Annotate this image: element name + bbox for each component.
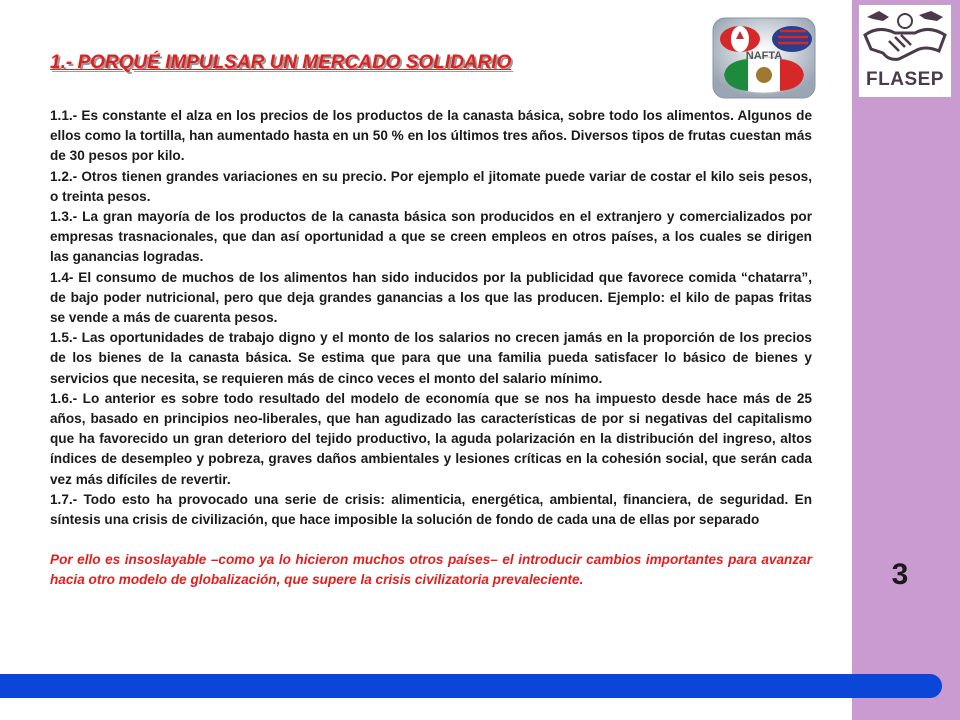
paragraph-1-7: 1.7.- Todo esto ha provocado una serie de crisis: alimenticia, energética, ambiental, financiera, de seguridad. En síntesis una crisis de civilización, que hace imposible la solución de fondo de cada una de ellas por separado xyxy=(50,491,812,528)
logo-text: FLASEP xyxy=(866,69,944,90)
page-title: 1.- PORQUÉ IMPULSAR UN MERCADO SOLIDARIO xyxy=(50,52,512,73)
paragraph-1-3: 1.3.- La gran mayoría de los productos de la canasta básica son producidos en el extranjero y comercializados por empresas trasnacionales, que dan así oportunidad a que se creen empleos en otros países, a los cuales se dirigen las ganancias logradas. xyxy=(50,209,812,265)
paragraph-1-4: 1.4- El consumo de muchos de los alimentos han sido inducidos por la publicidad que favorece comida “chatarra”, de bajo poder nutricional, pero que deja grandes ganancias a los que las producen. Ejemplo: el kilo de papas fritas se vende a más de cuarenta pesos. xyxy=(50,269,812,326)
nafta-label: NAFTA xyxy=(745,50,783,62)
page-number: 3 xyxy=(891,558,909,591)
nafta-flags-icon xyxy=(712,17,816,99)
handshake-icon xyxy=(859,7,951,69)
paragraph-1-1: 1.1.- Es constante el alza en los precios de los productos de la canasta básica, sobre todo los alimentos. Algunos de ellos como la tortilla, han aumentado hasta en un 50 % en los últimos tres años. Diversos tipos de frutas cuestan más de 30 pesos por kilo. xyxy=(50,108,812,164)
paragraph-1-5: 1.5.- Las oportunidades de trabajo digno y el monto de los salarios no crecen jamás en la proporción de los precios de los bienes de la canasta básica. Se estima que para que una familia pueda satisfacer lo básico de bienes y servicios que necesita, se requieren más de cinco veces el monto del salario mínimo. xyxy=(50,330,812,386)
flasep-logo xyxy=(858,4,952,98)
closing-statement: Por ello es insoslayable –como ya lo hicieron muchos otros países– el introducir cambios importantes para avanzar hacia otro modelo de globalización, que supere la crisis civilizatoria prevaleciente. xyxy=(50,552,812,588)
right-sidebar xyxy=(852,0,960,720)
bottom-bar xyxy=(0,674,942,698)
paragraph-1-6: 1.6.- Lo anterior es sobre todo resultado del modelo de economía que se nos ha impuesto desde hace más de 25 años, basado en principios neo-liberales, que han agudizado las características de por si negativas del capitalismo que ha favorecido un gran deterioro del tejido productivo, la aguda polarización en la distribución del ingreso, altos índices de desempleo y pobreza, graves daños ambientales y lesiones críticas en la cohesión social, que serán cada vez más difíciles de revertir. xyxy=(50,390,812,487)
body-text xyxy=(50,106,812,591)
paragraph-1-2: 1.2.- Otros tienen grandes variaciones en su precio. Por ejemplo el jitomate puede variar de costar el kilo seis pesos, o treinta pesos. xyxy=(50,168,812,204)
